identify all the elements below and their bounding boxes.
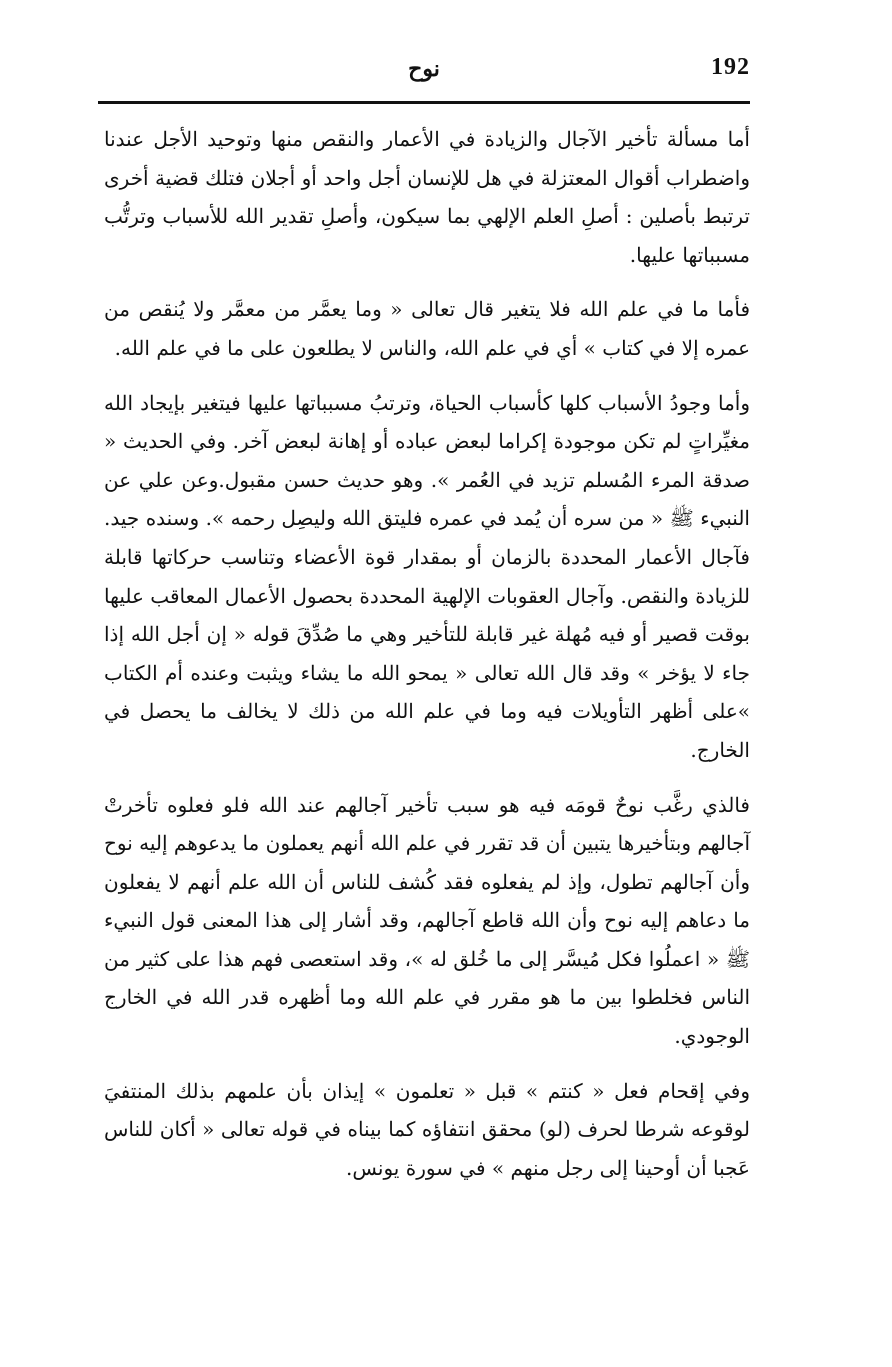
body-text: [104, 120, 750, 1187]
running-title: نوح: [408, 56, 440, 82]
header-rule: [98, 101, 750, 104]
paragraph-1: أما مسألة تأخير الآجال والزيادة في الأعمار والنقص منها وتوحيد الأجل عندنا واضطراب أقوال المعتزلة في هل للإنسان أجل واحد أو أجلان فتلك قضية أخرى ترتبط بأصلين : أصلِ العلم الإلهي بما سيكون، وأصلِ تقدير الله للأسباب وترتُّب مسبباتها عليها.: [104, 127, 750, 267]
page-number: 192: [711, 54, 750, 80]
paragraph-2: فأما ما في علم الله فلا يتغير قال تعالى « وما يعمَّر من معمَّر ولا يُنقص من عمره إلا في كتاب » أي في علم الله، والناس لا يطلعون على ما في علم الله.: [104, 297, 750, 360]
paragraph-4: فالذي رغَّب نوحٌ قومَه فيه هو سبب تأخير آجالهم عند الله فلو فعلوه تأخرتْ آجالهم وبتأخيرها يتبين أن قد تقرر في علم الله أنهم يعملون ما يدعوهم إليه نوح وأن آجالهم تطول، وإذ لم يفعلوه فقد كُشف للناس أن الله علم أنهم لا يفعلون ما دعاهم إليه نوح وأن الله قاطع آجالهم، وقد أشار إلى هذا المعنى قول النبيء ﷺ « اعملُوا فكل مُيسَّر إلى ما خُلق له »، وقد استعصى فهم هذا على كثير من الناس فخلطوا بين ما هو مقرر في علم الله وما أظهره قدر الله في الخارج الوجودي.: [103, 792, 750, 1049]
page-header: [98, 48, 750, 100]
paragraph-5: وفي إقحام فعل « كنتم » قبل « تعلمون » إيذان بأن علمهم بذلك المنتفيَ لوقوعه شرطا لحرف (لو) محقق انتفاؤه كما بيناه في قوله تعالى « أكان للناس عَجبا أن أوحينا إلى رجل منهم » في سورة يونس.: [104, 1078, 751, 1180]
paragraph-3: وأما وجودُ الأسباب كلها كأسباب الحياة، وترتبُ مسبباتها عليها فيتغير بإيجاد الله مغيِّراتٍ لم تكن موجودة إكراما لبعض عباده أو إهانة لبعض آخر. وفي الحديث « صدقة المرء المُسلم تزيد في العُمر ». وهو حديث حسن مقبول.وعن علي عن النبيء ﷺ « من سره أن يُمد في عمره فليتق الله وليصِل رحمه ». وسنده جيد. فآجال الأعمار المحددة بالزمان أو بمقدار قوة الأعضاء وتناسب حركاتها قابلة للزيادة والنقص. وآجال العقوبات الإلهية المحددة بحصول الأعمال المعاقب عليها بوقت قصير أو فيه مُهلة غير قابلة للتأخير وهي ما صُدِّقَ قوله « إن أجل الله إذا جاء لا يؤخر » وقد قال الله تعالى « يمحو الله ما يشاء ويثبت وعنده أم الكتاب »على أظهر التأويلات فيه وما في علم الله من ذلك لا يخالف ما يحصل في الخارج.: [104, 390, 750, 762]
